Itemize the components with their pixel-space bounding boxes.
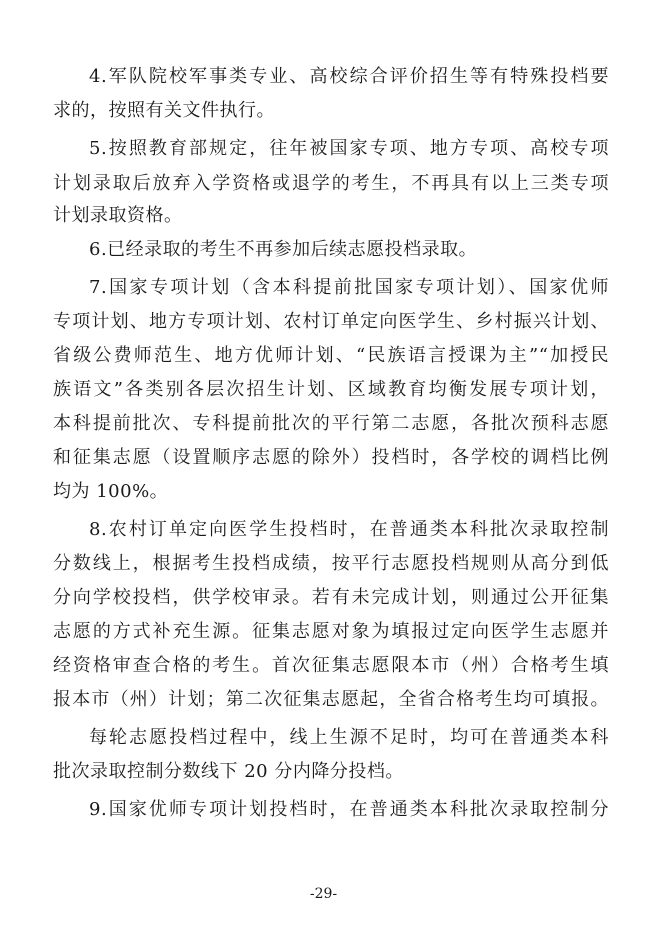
paragraph-line: 求的，按照有关文件执行。 — [53, 100, 275, 121]
paragraph-line: 族语文”各类别各层次招生计划、区域教育均衡发展专项计划， — [53, 379, 609, 400]
paragraph-line: 志愿的方式补充生源。征集志愿对象为填报过定向医学生志愿并 — [53, 621, 609, 642]
paragraph-line: 8.农村订单定向医学生投档时，在普通类本科批次录取控制 — [89, 519, 609, 540]
paragraph-line: 批次录取控制分数线下 20 分内降分投档。 — [53, 761, 404, 782]
paragraph-line: 本科提前批次、专科提前批次的平行第二志愿，各批次预科志愿 — [53, 413, 609, 434]
paragraph-line: 和征集志愿（设置顺序志愿的除外）投档时，各学校的调档比例 — [53, 447, 609, 468]
paragraph-line: 每轮志愿投档过程中，线上生源不足时，均可在普通类本科 — [89, 727, 609, 748]
paragraph-line: 9.国家优师专项计划投档时，在普通类本科批次录取控制分 — [89, 799, 609, 820]
paragraph-line: 6.已经录取的考生不再参加后续志愿投档录取。 — [89, 239, 478, 260]
paragraph-line: 均为 100%。 — [53, 481, 169, 502]
paragraph-line: 计划录取后放弃入学资格或退学的考生，不再具有以上三类专项 — [53, 173, 609, 194]
paragraph-line: 经资格审查合格的考生。首次征集志愿限本市（州）合格考生填 — [53, 655, 609, 676]
paragraph-line: 分向学校投档，供学校审录。若有未完成计划，则通过公开征集 — [53, 587, 609, 608]
paragraph-line: 7.国家专项计划（含本科提前批国家专项计划）、国家优师 — [89, 277, 609, 298]
page-number: -29- — [309, 886, 338, 902]
paragraph-line: 5.按照教育部规定，往年被国家专项、地方专项、高校专项 — [89, 138, 609, 159]
paragraph-line: 4.军队院校军事类专业、高校综合评价招生等有特殊投档要 — [89, 66, 609, 87]
paragraph-line: 计划录取资格。 — [53, 205, 183, 226]
paragraph-line: 专项计划、地方专项计划、农村订单定向医学生、乡村振兴计划、 — [53, 311, 609, 332]
paragraph-line: 分数线上，根据考生投档成绩，按平行志愿投档规则从高分到低 — [53, 553, 609, 574]
paragraph-line: 报本市（州）计划；第二次征集志愿起，全省合格考生均可填报。 — [53, 689, 609, 710]
paragraph-line: 省级公费师范生、地方优师计划、“民族语言授课为主”“加授民 — [53, 345, 609, 366]
